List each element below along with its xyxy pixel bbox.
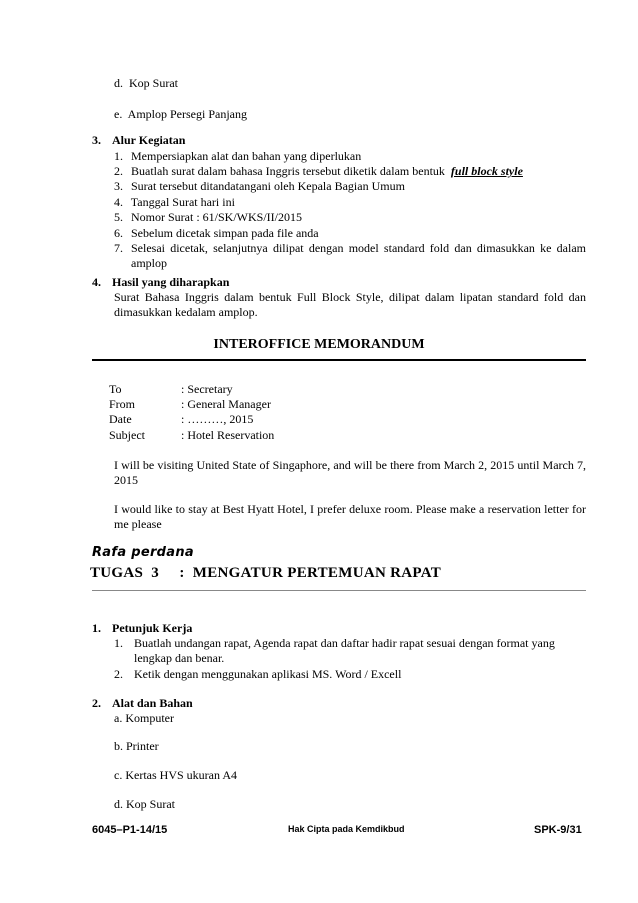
section-body: Surat Bahasa Inggris dalam bentuk Full Block Style, dilipat dalam lipatan standard fold dan dimasukkan kedalam amplop. <box>114 290 586 319</box>
signature: Rafa perdana <box>92 545 194 560</box>
step-5: 5. Nomor Surat : 61/SK/WKS/II/2015 <box>114 210 302 224</box>
section-heading: 2. Alat dan Bahan <box>92 696 193 710</box>
list-item: e. Amplop Persegi Panjang <box>114 107 247 121</box>
list-item: b. Printer <box>114 739 159 753</box>
memo-field-subject: Subject : Hotel Reservation <box>109 428 275 442</box>
footer-center: Hak Cipta pada Kemdikbud <box>288 824 405 834</box>
task-heading: TUGAS 3 : MENGATUR PERTEMUAN RAPAT <box>90 565 442 581</box>
emphasis-text: full block style <box>450 164 523 178</box>
section-heading: 3. Alur Kegiatan <box>92 133 186 147</box>
memo-title: INTEROFFICE MEMORANDUM <box>213 337 425 352</box>
step-3: 3. Surat tersebut ditandatangani oleh Kepala Bagian Umum <box>114 179 405 193</box>
section-heading: 1. Petunjuk Kerja <box>92 621 193 635</box>
memo-field-to: To : Secretary <box>109 382 233 396</box>
instruction-item: 1. Buatlah undangan rapat, Agenda rapat dan daftar hadir rapat sesuai dengan format yang lengkap dan benar. <box>114 636 555 665</box>
memo-field-date: Date : ………, 2015 <box>109 412 254 426</box>
step-2: 2. Buatlah surat dalam bahasa Inggris tersebut diketik dalam bentuk full block style <box>114 164 523 178</box>
list-item: d. Kop Surat <box>114 76 178 90</box>
step-6: 6. Sebelum dicetak simpan pada file anda <box>114 226 319 240</box>
list-item: c. Kertas HVS ukuran A4 <box>114 768 237 782</box>
step-4: 4. Tanggal Surat hari ini <box>114 195 235 209</box>
divider <box>92 359 586 361</box>
step-7: 7. Selesai dicetak, selanjutnya dilipat dengan model standard fold dan dimasukkan ke dalam amplop <box>114 241 586 270</box>
divider <box>92 590 586 591</box>
memo-paragraph: I will be visiting United State of Singaphore, and will be there from March 2, 2015 until March 7, 2015 <box>114 458 586 487</box>
list-item: d. Kop Surat <box>114 797 175 811</box>
footer-left: 6045–P1-14/15 <box>92 824 168 836</box>
section-heading: 4. Hasil yang diharapkan <box>92 275 230 289</box>
footer-right: SPK-9/31 <box>534 824 582 836</box>
memo-paragraph: I would like to stay at Best Hyatt Hotel, I prefer deluxe room. Please make a reservation letter for me please <box>114 502 586 531</box>
memo-field-from: From : General Manager <box>109 397 271 411</box>
list-item: a. Komputer <box>114 711 174 725</box>
instruction-item: 2. Ketik dengan menggunakan aplikasi MS. Word / Excell <box>114 667 402 681</box>
step-1: 1. Mempersiapkan alat dan bahan yang diperlukan <box>114 149 362 163</box>
